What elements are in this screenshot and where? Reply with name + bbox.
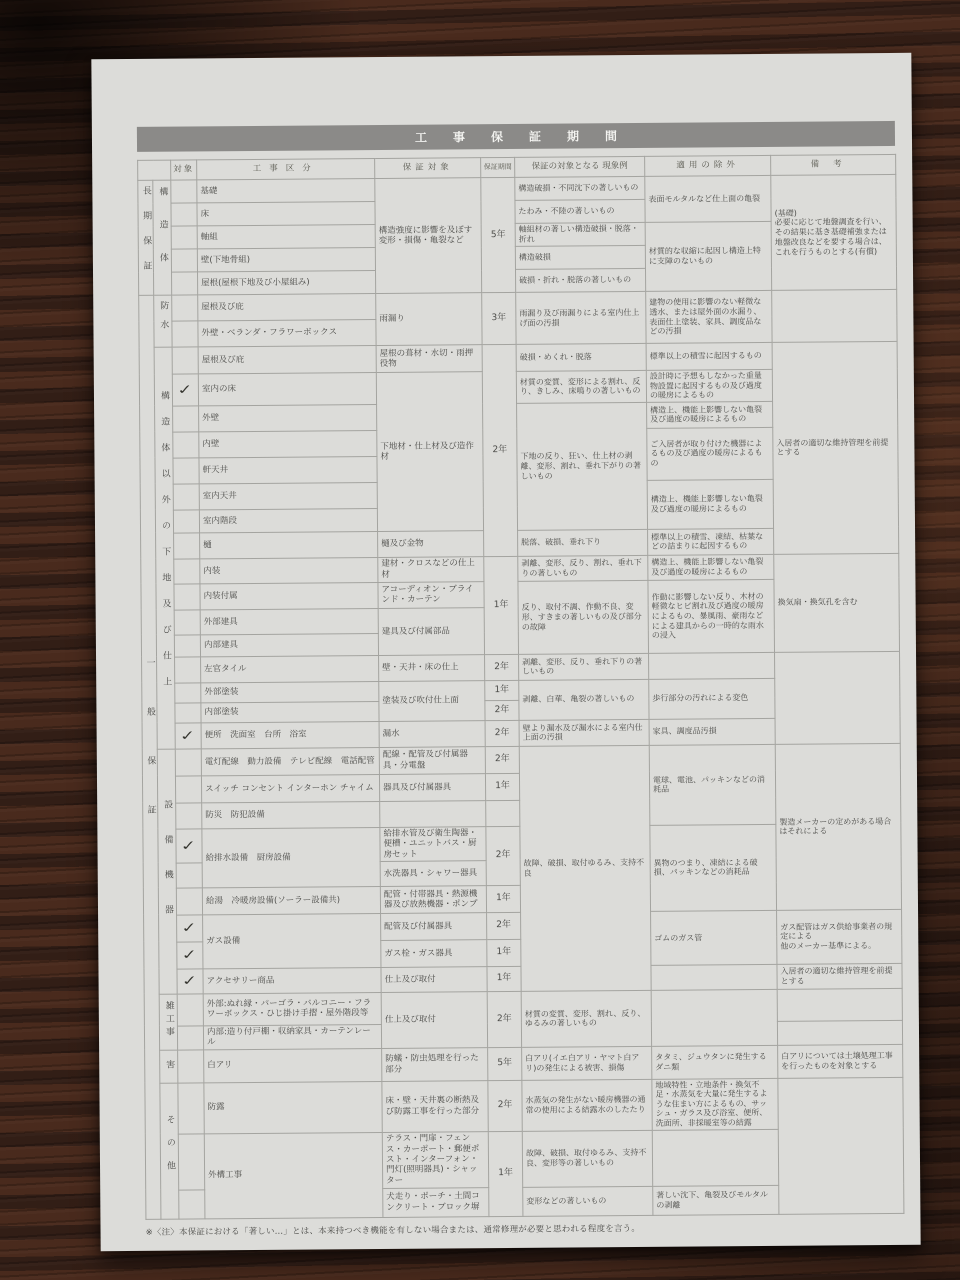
cell-work-item: 軒天井: [199, 456, 377, 483]
cell-phenomenon: 材質の変質、変形による割れ、反り、きしみ、床鳴りの著しいもの: [516, 370, 646, 403]
cell-work-item: 外部:ぬれ縁・パーゴラ・バルコニー・フラワーボックス・ひじ掛け手摺・屋外階段等: [203, 992, 381, 1025]
cell-exclusion: 設計時に予想もしなかった重量物設置に起因するもの及び過度の暖房によるもの: [646, 369, 772, 402]
cell-exclusion: ゴムのガス管: [651, 910, 777, 965]
cell-exclusion: 著しい沈下、亀裂及びモルタルの剥離: [653, 1185, 779, 1215]
cell-check: [177, 915, 203, 942]
cell-period: 2年: [485, 746, 519, 773]
cell-work-item: 給排水設備 厨房設備: [202, 827, 380, 887]
cell-phenomenon: 故障、破損、取付ゆるみ、支持不良: [519, 745, 651, 991]
cell-check: [176, 863, 202, 888]
section-label-waterproof: 防水: [154, 295, 172, 347]
cell-warranty-target: 建具及び付属部品: [378, 607, 484, 655]
col-header-work-category: 工事区分: [197, 159, 375, 180]
cell-check: [171, 249, 197, 272]
cell-remark: [777, 1020, 902, 1045]
cell-phenomenon: 白アリ(イエ白アリ・ヤマト白アリ)の発生による被害、損傷: [522, 1046, 652, 1080]
cell-period: [486, 800, 520, 826]
cell-remark: [777, 988, 902, 1021]
cell-work-item: 内装付属: [200, 582, 378, 609]
cell-check: [174, 610, 200, 635]
cell-exclusion: 異物のつまり、凍結による破損、パッキンなどの消耗品: [650, 824, 777, 911]
cell-check: [175, 683, 201, 703]
cell-work-item: スイッチ コンセント インターホン チャイム: [201, 774, 379, 802]
page-title: 工事保証期間: [414, 128, 644, 145]
check-icon: ✓: [176, 381, 195, 398]
cell-warranty-target: 配線・配管及び付属器具・分電盤: [379, 746, 485, 774]
cell-phenomenon: 反り、取付不調、作動不良、変形、すきまの著しいもの及び部分の故障: [518, 580, 649, 654]
check-icon: ✓: [181, 972, 200, 989]
cell-warranty-target: 水洗器具・シャワー器具: [380, 861, 486, 887]
cell-warranty-target: 配管・付帯器具・熱源機器及び放熱機器・ポンプ: [380, 886, 486, 914]
cell-warranty-target: 給排水管及び衛生陶器・便槽・ユニットバス・厨房セット: [380, 826, 486, 861]
cell-remark: [772, 289, 897, 342]
cell-check: [178, 1049, 204, 1082]
cell-exclusion: 電球、電池、パッキンなどの消耗品: [649, 744, 776, 825]
cell-warranty-target: 防蟻・防虫処理を行った部分: [382, 1047, 488, 1081]
cell-check: [176, 829, 202, 863]
cell-check: [178, 1133, 204, 1189]
cell-work-item: 基礎: [197, 179, 375, 203]
cell-remark: (基礎) 必要に応じて地盤調査を行い、その結果に基き基礎補強または地盤改良などを要する場合は、これを行うものとする(有償): [771, 174, 897, 290]
cell-work-item: 屋根及び庇: [198, 346, 376, 374]
cell-exclusion: 構造上、機能上影響しない亀裂及び過度の暖房によるもの: [647, 401, 773, 428]
cell-period: 1年: [488, 1131, 523, 1216]
cell-warranty-target: 塗装及び吹付仕上面: [379, 680, 485, 721]
cell-exclusion: [652, 1129, 778, 1186]
cell-exclusion: [649, 652, 775, 679]
col-header-period: 保証期間: [481, 157, 515, 177]
cell-period: 2年: [486, 826, 520, 885]
cell-check: [173, 484, 199, 510]
cell-period: 2年: [485, 654, 519, 680]
cell-work-item: 内装: [200, 557, 378, 583]
cell-exclusion: 作動に影響しない反り、木材の軽微なヒビ割れ及び過度の暖房によるもの、暴風雨、豪雨などによる建具からの一時的な雨水の浸入: [648, 579, 775, 653]
table-row: [141, 553, 899, 584]
footnote: ※〈注〉本保証における「著しい…」とは、本来持つべき機能を有しない場合または、通常修理が必要と思われる程度を言う。: [145, 1223, 641, 1238]
cell-phenomenon: 軸組材の著しい構造破損・脱落・折れ: [515, 222, 645, 246]
cell-warranty-target: 壁・天井・床の仕上: [379, 654, 485, 681]
col-header-target-check: 対象: [171, 160, 197, 180]
cell-work-item: 軸組: [197, 225, 375, 249]
paper-sheet: [91, 53, 920, 1251]
cell-phenomenon: 剥離、変形、反り、割れ、垂れ下りの著しいもの: [518, 555, 648, 581]
cell-phenomenon: 壁より漏水及び漏水による室内仕上面の汚損: [519, 719, 649, 746]
cell-check: [177, 942, 203, 969]
cell-remark: [775, 651, 901, 744]
section-label-structure: 構造体: [153, 180, 172, 295]
cell-work-item: 室内階段: [199, 508, 377, 532]
cell-check: [177, 1026, 203, 1050]
cell-work-item: 内部建具: [200, 633, 378, 656]
cell-exclusion: [651, 989, 777, 1046]
cell-period: 1年: [486, 885, 520, 912]
cell-check: [171, 180, 197, 203]
cell-exclusion: 歩行部分の汚れによる変色: [649, 678, 775, 719]
cell-warranty-target: アコーディオン・ブラインド・カーテン: [378, 581, 484, 608]
cell-work-item: 樋: [200, 531, 378, 558]
cell-phenomenon: 剥離、変形、反り、垂れ下りの著しいもの: [519, 653, 649, 680]
cell-work-item: 内壁: [199, 430, 377, 457]
cell-check: [176, 888, 202, 915]
cell-warranty-target: 構造強度に影響を及ぼす変形・損傷・亀裂など: [375, 178, 482, 294]
cell-work-item: 外部塗装: [201, 681, 379, 702]
cell-warranty-target: 漏水: [379, 720, 485, 747]
cell-remark: 白アリについては土壌処理工事を行ったものを対象とする: [778, 1044, 903, 1078]
title-bar: [137, 121, 895, 152]
cell-period: 1年: [484, 556, 519, 654]
cell-exclusion: 建物の使用に影響のない軽微な透水、または屋外面の水漏り、表面仕上塗装、家具、調度品などの汚損: [646, 290, 772, 343]
cell-exclusion: 地域特性・立地条件・換気不足・水蒸気を大量に発生するような住まい方によるもの、サッシュ・ガラス及び浴室、便所、洗面所、非採暖室等の結露: [652, 1078, 778, 1130]
check-icon: ✓: [180, 946, 199, 963]
cell-phenomenon: 材質の変質、変形、割れ、反り、ゆるみの著しいもの: [521, 990, 651, 1047]
cell-check: [172, 347, 198, 374]
cell-warranty-target: 配管及び付属器具: [381, 913, 487, 941]
cell-period: 2年: [485, 720, 519, 746]
cell-check: [174, 584, 200, 610]
section-label-general: 一般保証: [139, 295, 161, 1219]
cell-remark: 製造メーカーの定めがある場合はそれによる: [775, 743, 901, 910]
cell-exclusion: ご入居者が取り付けた機器によるもの及び過度の暖房によるもの: [647, 427, 773, 480]
cell-period: 1年: [487, 966, 521, 991]
cell-work-item: 外構工事: [204, 1132, 383, 1218]
check-icon: ✓: [180, 837, 198, 854]
cell-phenomenon: 破損・めくれ・脱落: [516, 343, 646, 371]
cell-work-item: 室内天井: [199, 482, 377, 509]
section-label-misc-work: 雑工事: [159, 994, 177, 1050]
cell-warranty-target: 器具及び付属器具: [379, 773, 485, 801]
cell-work-item: 壁(下地骨組): [197, 248, 375, 272]
cell-exclusion: 表面モルタルなど仕上面の亀裂: [645, 175, 771, 222]
cell-warranty-target: 下地材・仕上材及び造作材: [376, 372, 483, 532]
cell-remark: 入居者の適切な維持管理を前提とする: [777, 963, 902, 989]
cell-warranty-target: 仕上及び取付: [381, 967, 487, 993]
cell-remark: 換気扇・換気孔を含む: [774, 553, 900, 652]
cell-phenomenon: たわみ・不陸の著しいもの: [515, 199, 645, 223]
cell-remark: [778, 1077, 904, 1214]
cell-check: [177, 969, 203, 994]
cell-period: 2年: [482, 344, 518, 556]
cell-exclusion: タタミ、ジュウタンに発生するダニ類: [652, 1045, 778, 1079]
cell-check: [178, 1082, 204, 1133]
cell-warranty-target: 建材・クロスなどの仕上材: [378, 556, 484, 582]
cell-work-item: 内部塗装: [201, 701, 379, 722]
cell-work-item: アクセサリー商品: [203, 967, 381, 993]
cell-period: 5年: [488, 1047, 522, 1080]
cell-period: 2年: [485, 700, 519, 720]
cell-warranty-target: 雨漏り: [376, 293, 482, 346]
cell-warranty-target: 仕上及び取付: [381, 992, 487, 1049]
cell-warranty-target: 犬走り・ポーチ・土間コンクリート・ブロック塀: [383, 1187, 489, 1217]
section-label-long-term: 長期保証: [138, 180, 154, 295]
cell-check: [172, 321, 198, 347]
cell-check: [172, 272, 198, 295]
section-label-substrate-finish: 構造体以外の下地及び仕上: [154, 347, 175, 749]
cell-phenomenon: 変形などの著しいもの: [523, 1186, 653, 1216]
table-row: [139, 341, 897, 374]
cell-remark: 入居者の適切な維持管理を前提とする: [772, 341, 899, 554]
cell-check: [171, 203, 197, 226]
warranty-table: [137, 154, 904, 1219]
cell-phenomenon: 故障、破損、取付ゆるみ、支持不良、変形等の著しいもの: [522, 1130, 652, 1187]
cell-work-item: 左官タイル: [201, 655, 379, 682]
cell-period: 1年: [485, 680, 519, 700]
cell-check: [174, 533, 200, 559]
cell-phenomenon: 脱落、破損、垂れ下り: [518, 529, 648, 556]
cell-phenomenon: 下地の反り、狂い、仕上材の剥離、変形、割れ、垂れ下がりの著しいもの: [517, 402, 648, 530]
cell-warranty-target: 屋根の葺材・水切・雨押役物: [376, 345, 482, 373]
cell-warranty-target: ガス栓・ガス器具: [381, 940, 487, 968]
cell-phenomenon: 破損・折れ・脱落の著しいもの: [515, 268, 645, 292]
cell-warranty-target: 樋及び金物: [378, 530, 484, 557]
cell-work-item: 屋根及び庇: [198, 294, 376, 321]
cell-period: 2年: [487, 991, 521, 1047]
cell-warranty-target: [380, 800, 486, 827]
cell-work-item: 防露: [204, 1081, 382, 1133]
cell-exclusion: 材質的な収縮に起因し構造上特に支障のないもの: [645, 221, 772, 291]
cell-exclusion: 家具、調度品汚損: [649, 718, 775, 745]
cell-work-item: 屋根(屋根下地及び小屋組み): [198, 271, 376, 295]
cell-work-item: 給湯 冷暖房設備(ソーラー設備共): [202, 886, 380, 914]
check-icon: ✓: [180, 919, 199, 936]
cell-work-item: 外壁・ベランダ・フラワーボックス: [198, 320, 376, 347]
cell-phenomenon: 構造破損: [515, 245, 645, 269]
cell-check: [175, 749, 201, 776]
cell-work-item: 外部建具: [200, 608, 378, 634]
cell-period: 2年: [488, 1080, 522, 1131]
cell-period: 1年: [487, 939, 521, 966]
cell-remark: ガス配管はガス供給事業者の規定による 他のメーカー基準による。: [777, 909, 902, 964]
cell-exclusion: 構造上、機能上影響しない亀裂及び過度の暖房によるもの: [648, 554, 774, 580]
cell-period: 5年: [481, 177, 516, 292]
col-header-warranty-target: 保証対象: [375, 158, 481, 179]
header-blank: [138, 160, 171, 180]
cell-check: [172, 295, 198, 321]
document-content: [91, 53, 920, 1238]
section-label-others: その他: [160, 1083, 179, 1219]
cell-work-item: 白アリ: [204, 1048, 382, 1082]
cell-work-item: 外壁: [199, 404, 377, 431]
cell-check: [173, 432, 199, 458]
cell-check: [175, 776, 201, 803]
cell-phenomenon: 剥離、白華、亀裂の著しいもの: [519, 679, 649, 720]
col-header-exclusions: 適用の除外: [645, 155, 771, 176]
section-label-ant-damage: 害: [160, 1050, 178, 1083]
cell-check: [175, 657, 201, 683]
cell-check: [173, 510, 199, 533]
cell-check: [175, 723, 201, 749]
cell-check: [176, 803, 202, 829]
table-row: [142, 651, 900, 683]
cell-check: [173, 458, 199, 484]
cell-check: [171, 226, 197, 249]
cell-exclusion: 構造上、機能上影響しない亀裂及び過度の暖房によるもの: [647, 479, 773, 529]
cell-exclusion: 標準以上の積雪、凍結、枯葉などの詰まりに起因するもの: [648, 528, 774, 555]
cell-warranty-target: テラス・門扉・フェンス・カーポート・郵便ポスト・インターフォン・門灯(照明器具)・シャッター: [382, 1131, 488, 1188]
cell-work-item: 床: [197, 202, 375, 226]
cell-check: [173, 406, 199, 432]
cell-work-item: ガス設備: [203, 913, 381, 968]
table-row: [139, 289, 897, 321]
cell-exclusion: [651, 964, 777, 990]
cell-phenomenon: 構造破損・不同沈下の著しいもの: [515, 176, 645, 200]
cell-period: 3年: [482, 292, 516, 344]
cell-warranty-target: 床・壁・天井裏の断熱及び防露工事を行った部分: [382, 1080, 488, 1132]
cell-exclusion: 標準以上の積雪に起因するもの: [646, 342, 772, 370]
cell-period: 1年: [485, 773, 519, 800]
cell-check: [172, 374, 198, 406]
cell-work-item: 内部:造り付戸棚・収納家具・カーテンレール: [203, 1024, 381, 1049]
cell-work-item: 電灯配線 動力設備 テレビ配線 電話配管: [201, 747, 379, 775]
cell-phenomenon: 水蒸気の発生がない暖房機器の通常の使用による結露水のしたたり: [522, 1079, 652, 1131]
table-row: [142, 743, 900, 776]
cell-check: [174, 559, 200, 584]
check-icon: ✓: [179, 726, 198, 744]
col-header-phenomena: 保証の対象となる 現象例: [515, 156, 645, 177]
col-header-remarks: 備考: [771, 154, 896, 175]
section-label-equipment: 設備機器: [157, 749, 177, 994]
cell-check: [179, 1189, 205, 1218]
table-row: [138, 174, 896, 203]
cell-check: [175, 703, 201, 723]
cell-work-item: 防災 防犯設備: [202, 801, 380, 828]
cell-phenomenon: 雨漏り及び雨漏りによる室内仕上げ面の汚損: [516, 291, 646, 344]
cell-check: [177, 994, 203, 1026]
cell-work-item: 室内の床: [198, 373, 376, 406]
cell-period: 2年: [487, 912, 521, 939]
cell-work-item: 便所 洗面室 台所 浴室: [201, 721, 379, 748]
cell-check: [174, 635, 200, 657]
table-row: [145, 1077, 903, 1134]
